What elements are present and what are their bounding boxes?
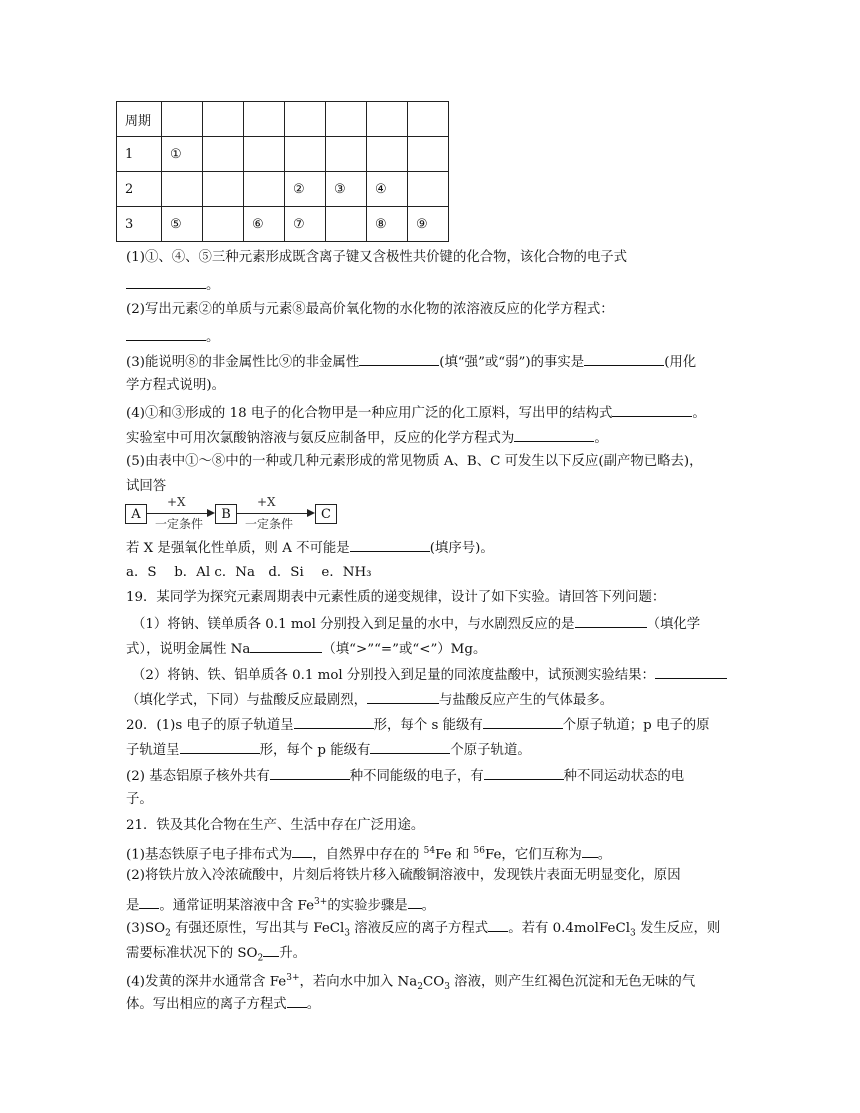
- table-cell: ⑨: [408, 207, 449, 242]
- q20-part2-line2: [126, 791, 153, 809]
- q19-part1-line2: [126, 639, 486, 659]
- subscript: 2: [165, 928, 171, 939]
- text: 子轨道呈: [126, 743, 180, 758]
- arrow-1-line: [147, 513, 207, 514]
- subscript: 3: [344, 928, 351, 939]
- table-cell: ①: [162, 137, 203, 172]
- table-cell: [408, 172, 449, 207]
- q21-part3-line2: [126, 943, 306, 968]
- text: 溶液，则产生红褐色沉淀和无色无味的气: [449, 974, 696, 990]
- text: 子。: [126, 792, 153, 807]
- periodic-table: [116, 101, 449, 242]
- table-cell: [203, 207, 244, 242]
- text: (填“强”或“弱”)的事实是: [439, 355, 585, 370]
- answer-blank[interactable]: [350, 538, 430, 552]
- text: ，若向水中加入 Na: [299, 974, 418, 990]
- text: (2) 基态铝原子核外共有: [126, 769, 270, 784]
- table-cell: ④: [367, 172, 408, 207]
- answer-blank[interactable]: [612, 403, 692, 417]
- table-cell: ⑧: [367, 207, 408, 242]
- answer-blank[interactable]: [582, 844, 598, 858]
- text: 。: [594, 431, 608, 446]
- table-cell: 3: [117, 207, 162, 242]
- answer-blank[interactable]: [408, 895, 422, 909]
- table-cell: [367, 102, 408, 137]
- q19-title: [126, 589, 665, 607]
- q18-part3-line1: [126, 352, 696, 372]
- text: 溶液反应的离子方程式: [350, 921, 489, 936]
- text: （填“>”“=”或“<”）Mg。: [322, 642, 487, 657]
- text: (4)①和③形成的 18 电子的化合物甲是一种应用广泛的化工原料，写出甲的结构式: [126, 406, 613, 421]
- q18-part5-line1: [126, 453, 703, 471]
- text: 个原子轨道；p 电子的原: [562, 718, 710, 733]
- table-cell: 周期: [117, 102, 162, 137]
- table-cell: [285, 102, 326, 137]
- substance-b-box: B: [215, 504, 237, 524]
- text: 发生反应，则: [635, 921, 721, 936]
- answer-blank[interactable]: [180, 740, 260, 754]
- text: 升。: [279, 946, 307, 961]
- q21-part4-line2: [126, 994, 320, 1014]
- text: 形，每个 p 能级有: [259, 743, 371, 758]
- q21-part1: [126, 842, 611, 864]
- q21-part2-line2: [126, 893, 435, 915]
- q18-part2-line1: [126, 301, 614, 319]
- q18-part4-line2: [126, 428, 608, 448]
- table-cell: ⑤: [162, 207, 203, 242]
- table-cell: ⑦: [285, 207, 326, 242]
- substance-c-box: C: [315, 504, 337, 524]
- table-row: [117, 137, 449, 172]
- text: (用化: [664, 355, 697, 370]
- answer-blank[interactable]: [584, 352, 664, 366]
- subscript: 3: [444, 982, 450, 993]
- arrow-2-line: [237, 513, 307, 514]
- text: 19．某同学为探究元素周期表中元素性质的递变规律，设计了如下实验。请回答下列问题：: [126, 590, 666, 605]
- text: 式），说明金属性 Na: [126, 642, 251, 657]
- subscript: 2: [257, 953, 264, 964]
- table-cell: [244, 102, 285, 137]
- text: （1）将钠、镁单质各 0.1 mol 分别投入到足量的水中，与水剧烈反应的是: [132, 617, 575, 632]
- arrow-2-head-icon: [307, 509, 315, 517]
- answer-blank[interactable]: [655, 665, 727, 679]
- subscript: 2: [417, 982, 423, 993]
- table-cell: [326, 207, 367, 242]
- text: (2)将铁片放入冷浓硫酸中，片刻后将铁片移入硫酸铜溶液中，发现铁片表面无明显变化，原因: [126, 868, 681, 883]
- answer-blank[interactable]: [370, 740, 450, 754]
- text: CO: [422, 974, 445, 990]
- answer-blank[interactable]: [483, 715, 563, 729]
- substance-a-box: A: [125, 504, 147, 524]
- answer-blank[interactable]: [575, 614, 647, 628]
- text: 。若有 0.4molFeCl: [508, 921, 630, 936]
- subscript: 3: [629, 928, 636, 939]
- text: 。: [206, 278, 220, 293]
- text: (1)①、④、⑤三种元素形成既含离子键又含极性共价键的化合物，该化合物的电子式: [126, 250, 628, 265]
- text: (5)由表中①～⑧中的一种或几种元素形成的常见物质 A、B、C 可发生以下反应(副产物已略去)，: [126, 454, 703, 469]
- table-cell: [162, 102, 203, 137]
- text: 。: [306, 997, 321, 1012]
- answer-blank[interactable]: [292, 844, 312, 858]
- text: 种不同运动状态的电: [563, 769, 685, 784]
- text: (填序号)。: [429, 541, 494, 556]
- text: 。: [692, 406, 706, 421]
- q21-part3-line1: [126, 918, 720, 943]
- text: 种不同能级的电子，有: [349, 769, 484, 784]
- text: 与盐酸反应产生的气体最多。: [439, 693, 614, 708]
- table-cell: ⑥: [244, 207, 285, 242]
- text: 。: [421, 898, 436, 914]
- table-row: [117, 207, 449, 242]
- q18-part4-line1: [126, 403, 706, 423]
- table-cell: [285, 137, 326, 172]
- arrow-1-reagent: +X: [167, 495, 186, 509]
- reaction-flow-diagram: [125, 495, 345, 529]
- arrow-1-head-icon: [207, 509, 215, 517]
- table-cell: [244, 137, 285, 172]
- text: 若 X 是强氧化性单质，则 A 不可能是: [126, 541, 350, 556]
- text: 。: [597, 847, 612, 863]
- text: 个原子轨道。: [450, 743, 531, 758]
- answer-blank[interactable]: [484, 766, 564, 780]
- table-row: [117, 102, 449, 137]
- q18-part1-line1: [126, 249, 627, 267]
- table-cell: [367, 137, 408, 172]
- q20-part1-line1: [126, 715, 710, 735]
- q21-part2-line1: [126, 867, 681, 885]
- text: （填化学式，下同）与盐酸反应最剧烈，: [126, 693, 368, 708]
- answer-blank[interactable]: [126, 327, 206, 341]
- text: 实验室中可用次氯酸钠溶液与氨反应制备甲，反应的化学方程式为: [126, 431, 515, 446]
- table-cell: [203, 172, 244, 207]
- text: 20．(1)s 电子的原子轨道呈: [126, 718, 294, 733]
- answer-blank[interactable]: [263, 943, 279, 957]
- text: (1)基态铁原子电子排布式为: [126, 847, 293, 863]
- q19-part2-line1: [132, 665, 727, 685]
- text: 有强还原性，写出其与 FeCl: [170, 921, 345, 936]
- answer-blank[interactable]: [126, 275, 206, 289]
- text: 。通常证明某溶液中含 Fe: [159, 898, 315, 914]
- answer-blank[interactable]: [488, 918, 508, 932]
- answer-blank[interactable]: [270, 766, 350, 780]
- text: 试回答: [126, 479, 167, 494]
- table-row: [117, 172, 449, 207]
- q18-part3-line2: [126, 377, 225, 395]
- text: （2）将钠、铁、铝单质各 0.1 mol 分别投入到足量的同浓度盐酸中，试预测实验结果：: [132, 668, 655, 683]
- text: (4)发黄的深井水通常含 Fe: [126, 974, 287, 990]
- table-cell: [408, 102, 449, 137]
- arrow-2-reagent: +X: [257, 495, 276, 509]
- q18-part1-line2: [126, 275, 219, 295]
- superscript: 3+: [314, 897, 328, 907]
- text: (3)能说明⑧的非金属性比⑨的非金属性: [126, 355, 360, 370]
- q18-part2-line2: [126, 327, 219, 347]
- answer-blank[interactable]: [514, 428, 594, 442]
- text: Fe 和: [435, 847, 474, 863]
- q20-part1-line2: [126, 740, 531, 760]
- table-cell: 1: [117, 137, 162, 172]
- table-cell: [203, 137, 244, 172]
- q19-part2-line2: [126, 690, 613, 710]
- text: 。: [206, 330, 220, 345]
- table-cell: 2: [117, 172, 162, 207]
- table-cell: [326, 137, 367, 172]
- q18-part5-line3: [126, 538, 494, 558]
- text: 形，每个 s 能级有: [373, 718, 483, 733]
- arrow-2-condition: 一定条件: [245, 517, 294, 531]
- q20-part2-line1: [126, 766, 684, 786]
- text: 21．铁及其化合物在生产、生活中存在广泛用途。: [126, 818, 425, 833]
- superscript: 56: [473, 846, 485, 856]
- q18-options: [126, 564, 372, 582]
- superscript: 54: [423, 846, 436, 856]
- q19-part1-line1: [132, 614, 700, 634]
- answer-blank[interactable]: [359, 352, 439, 366]
- text: (3)SO: [126, 921, 166, 936]
- answer-blank[interactable]: [367, 690, 439, 704]
- text: 的实验步骤是: [327, 898, 408, 914]
- table-cell: [203, 102, 244, 137]
- text: ，自然界中存在的: [312, 847, 424, 863]
- table-cell: ③: [326, 172, 367, 207]
- text: 学方程式说明)。: [126, 378, 225, 393]
- answer-blank[interactable]: [250, 639, 322, 653]
- q18-part5-line2: [126, 478, 166, 496]
- table-cell: ②: [285, 172, 326, 207]
- answer-blank[interactable]: [294, 715, 374, 729]
- text: Fe，它们互称为: [484, 847, 582, 863]
- table-cell: [244, 172, 285, 207]
- text: (2)写出元素②的单质与元素⑧最高价氧化物的水化物的浓溶液反应的化学方程式：: [126, 302, 614, 317]
- table-cell: [408, 137, 449, 172]
- q21-part4-line1: [126, 969, 695, 996]
- answer-blank[interactable]: [139, 895, 159, 909]
- table-cell: [326, 102, 367, 137]
- q21-title: [126, 817, 424, 835]
- text: 需要标准状况下的 SO: [126, 946, 258, 961]
- text: 是: [126, 898, 140, 914]
- superscript: 3+: [286, 973, 300, 983]
- text: （填化学: [646, 617, 701, 632]
- table-cell: [162, 172, 203, 207]
- arrow-1-condition: 一定条件: [155, 517, 204, 531]
- text: 体。写出相应的离子方程式: [126, 997, 287, 1012]
- answer-blank[interactable]: [287, 994, 307, 1008]
- text: a．S b．Al c．Na d．Si e．NH₃: [126, 565, 372, 580]
